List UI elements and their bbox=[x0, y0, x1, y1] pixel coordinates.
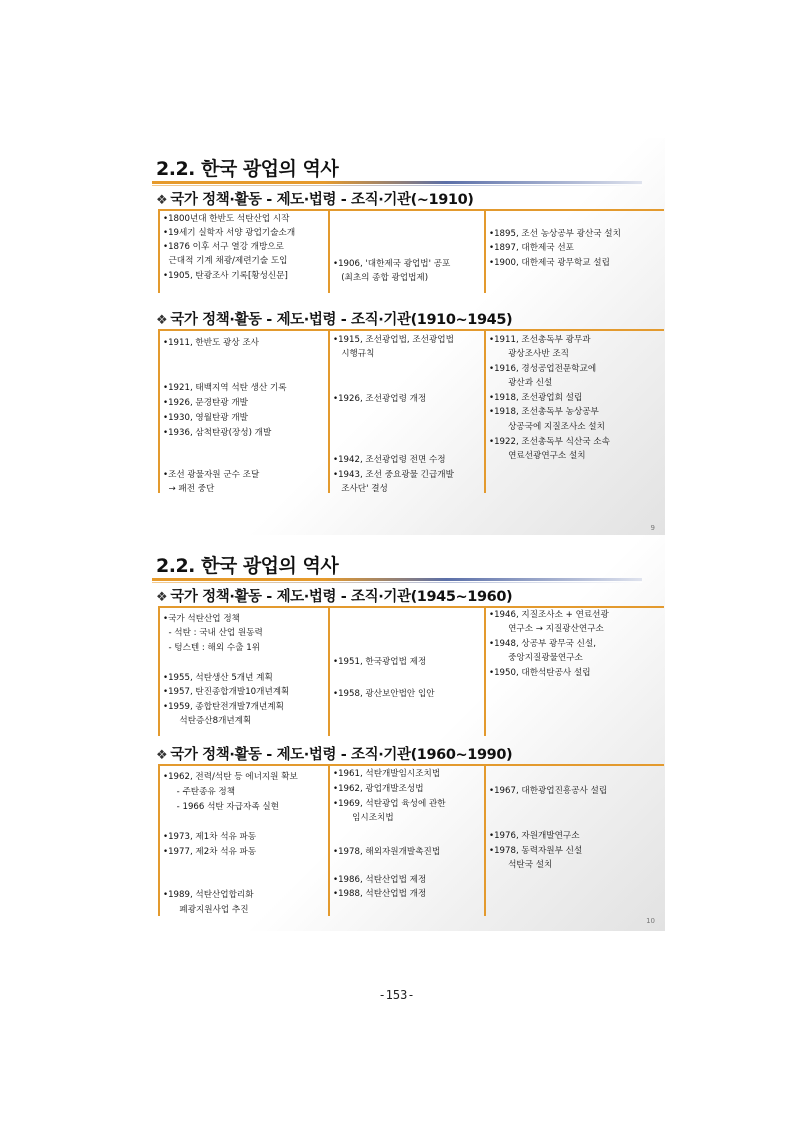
column-policy bbox=[158, 766, 330, 916]
list-item: •1948, 상공부 광무국 신설, bbox=[489, 639, 597, 649]
list-item: 상공국에 지질조사소 설치 bbox=[489, 422, 605, 432]
list-item: •1911, 한반도 광상 조사 bbox=[163, 338, 259, 348]
section-heading-text: 국가 정책·활동 - 제도·법령 - 조직·기관(1910~1945) bbox=[170, 312, 513, 328]
list-item: •19세기 실학자 서양 광업기술소개 bbox=[163, 228, 296, 238]
list-item: •1936, 삼척탄광(장성) 개발 bbox=[163, 428, 272, 438]
list-item: 연구소 → 지질광산연구소 bbox=[489, 624, 604, 634]
list-item: •1976, 자원개발연구소 bbox=[489, 831, 580, 841]
timeline-table bbox=[158, 764, 608, 916]
list-item: •1978, 해외자원개발촉진법 bbox=[333, 847, 441, 857]
title-rule-thin bbox=[152, 185, 642, 186]
list-item: 광산과 신설 bbox=[489, 378, 553, 388]
list-item: 조사단' 결성 bbox=[333, 484, 388, 494]
section-heading bbox=[156, 308, 512, 329]
list-item: •국가 석탄산업 정책 bbox=[163, 614, 240, 624]
list-item: •1973, 제1차 석유 파동 bbox=[163, 832, 257, 842]
section-heading bbox=[156, 585, 512, 606]
list-item: •1946, 지질조사소 + 연료선광 bbox=[489, 610, 609, 620]
list-item: •1958, 광산보안법안 입안 bbox=[333, 689, 435, 699]
column-policy bbox=[158, 331, 330, 493]
column-organization bbox=[484, 211, 665, 293]
list-item: •1916, 경성공업전문학교에 bbox=[489, 364, 597, 374]
list-item: •1967, 대한광업진흥공사 설립 bbox=[489, 786, 608, 796]
column-law bbox=[328, 211, 486, 293]
list-item: (최초의 종합 광업법제) bbox=[333, 273, 429, 283]
title-rule-thin bbox=[152, 582, 642, 583]
title-rule bbox=[152, 578, 642, 581]
list-item: 근대적 기계 채광/제련기술 도입 bbox=[163, 256, 288, 266]
list-item: •1961, 석탄개발임시조치법 bbox=[333, 769, 441, 779]
list-item: •1915, 조선광업법, 조선광업법 bbox=[333, 335, 454, 345]
diamond-bullet-icon: ❖ bbox=[156, 590, 168, 605]
list-item: •1962, 광업개발조성법 bbox=[333, 784, 424, 794]
timeline-table bbox=[158, 606, 609, 736]
list-item: •1930, 영월탄광 개발 bbox=[163, 413, 248, 423]
list-item: •1918, 조선광업회 설립 bbox=[489, 393, 583, 403]
slide-title: 2.2. 한국 광업의 역사 bbox=[156, 555, 339, 577]
section-heading bbox=[156, 188, 474, 209]
list-item: 연료선광연구소 설치 bbox=[489, 451, 586, 461]
column-organization bbox=[484, 766, 665, 916]
list-item: •1978, 동력자원부 신설 bbox=[489, 846, 583, 856]
slide-page-number: 9 bbox=[650, 524, 655, 532]
section-heading-text: 국가 정책·활동 - 제도·법령 - 조직·기관(1960~1990) bbox=[170, 747, 513, 763]
list-item: •1959, 종합탄전개발7개년계획 bbox=[163, 702, 284, 712]
column-law bbox=[328, 331, 486, 493]
list-item: - 주탄종유 정책 bbox=[163, 787, 236, 797]
list-item: •1800년대 한반도 석탄산업 시작 bbox=[163, 214, 290, 224]
column-policy bbox=[158, 608, 330, 736]
title-rule bbox=[152, 181, 642, 184]
list-item: - 텅스텐 : 해외 수출 1위 bbox=[163, 643, 260, 653]
list-item: •1900, 대한제국 광무학교 설립 bbox=[489, 258, 610, 268]
list-item: •1955, 석탄생산 5개년 계획 bbox=[163, 673, 273, 683]
list-item: •1926, 문경탄광 개발 bbox=[163, 398, 248, 408]
timeline-table bbox=[158, 209, 621, 293]
slide-title: 2.2. 한국 광업의 역사 bbox=[156, 158, 339, 180]
list-item: •1918, 조선총독부 농상공부 bbox=[489, 407, 599, 417]
diamond-bullet-icon: ❖ bbox=[156, 313, 168, 328]
list-item: - 1966 석탄 자급자족 실현 bbox=[163, 802, 279, 812]
diamond-bullet-icon: ❖ bbox=[156, 748, 168, 763]
diamond-bullet-icon: ❖ bbox=[156, 193, 168, 208]
list-item: •1977, 제2차 석유 파동 bbox=[163, 847, 257, 857]
list-item: •1906, '대한제국 광업법' 공포 bbox=[333, 259, 451, 269]
column-organization bbox=[484, 608, 665, 736]
section-heading-text: 국가 정책·활동 - 제도·법령 - 조직·기관(1945~1960) bbox=[170, 589, 513, 605]
slide-9 bbox=[128, 138, 665, 538]
column-law bbox=[328, 766, 486, 916]
list-item: •1922, 조선총독부 식산국 소속 bbox=[489, 437, 610, 447]
list-item: 석탄증산8개년계획 bbox=[163, 716, 252, 726]
column-law bbox=[328, 608, 486, 736]
slide-10 bbox=[128, 535, 665, 931]
list-item: 석탄국 설치 bbox=[489, 860, 553, 870]
slide-page-number: 10 bbox=[646, 917, 655, 925]
list-item: •1897, 대한제국 선포 bbox=[489, 243, 574, 253]
list-item: 중앙지질광물연구소 bbox=[489, 653, 583, 663]
list-item: •1969, 석탄광업 육성에 관한 bbox=[333, 799, 446, 809]
column-organization bbox=[484, 331, 665, 493]
list-item: •1876 이후 서구 열강 개방으로 bbox=[163, 242, 284, 252]
list-item: •1905, 탄광조사 기록[황성신문] bbox=[163, 271, 288, 281]
list-item: •1957, 탄진종합개발10개년계획 bbox=[163, 687, 290, 697]
column-policy bbox=[158, 211, 330, 293]
timeline-table bbox=[158, 329, 610, 494]
list-item: •1943, 조선 중요광물 긴급개발 bbox=[333, 470, 454, 480]
list-item: 시행규칙 bbox=[333, 349, 375, 359]
list-item: •1926, 조선광업령 개정 bbox=[333, 394, 427, 404]
list-item: 임시조치법 bbox=[333, 813, 394, 823]
list-item: •1989, 석탄산업합리화 bbox=[163, 890, 254, 900]
section-heading-text: 국가 정책·활동 - 제도·법령 - 조직·기관(~1910) bbox=[170, 192, 474, 208]
list-item: •1942, 조선광업령 전면 수정 bbox=[333, 455, 446, 465]
list-item: •1988, 석탄산업법 개정 bbox=[333, 889, 427, 899]
list-item: •1950, 대한석탄공사 설립 bbox=[489, 668, 591, 678]
list-item: → 패전 중단 bbox=[163, 484, 215, 494]
page-number-footer: -153- bbox=[378, 988, 415, 1002]
list-item: •조선 광물자원 군수 조달 bbox=[163, 470, 260, 480]
list-item: •1951, 한국광업법 제정 bbox=[333, 657, 427, 667]
list-item: - 석탄 : 국내 산업 원동력 bbox=[163, 628, 263, 638]
list-item: •1962, 전력/석탄 등 에너지원 확보 bbox=[163, 772, 298, 782]
list-item: •1911, 조선총독부 광무과 bbox=[489, 335, 591, 345]
list-item: 폐광지원사업 추진 bbox=[163, 905, 249, 915]
list-item: •1921, 태백지역 석탄 생산 기록 bbox=[163, 383, 287, 393]
list-item: •1986, 석탄산업법 제정 bbox=[333, 875, 427, 885]
list-item: •1895, 조선 농상공부 광산국 설치 bbox=[489, 229, 621, 239]
section-heading bbox=[156, 743, 512, 764]
list-item: 광상조사반 조직 bbox=[489, 349, 569, 359]
